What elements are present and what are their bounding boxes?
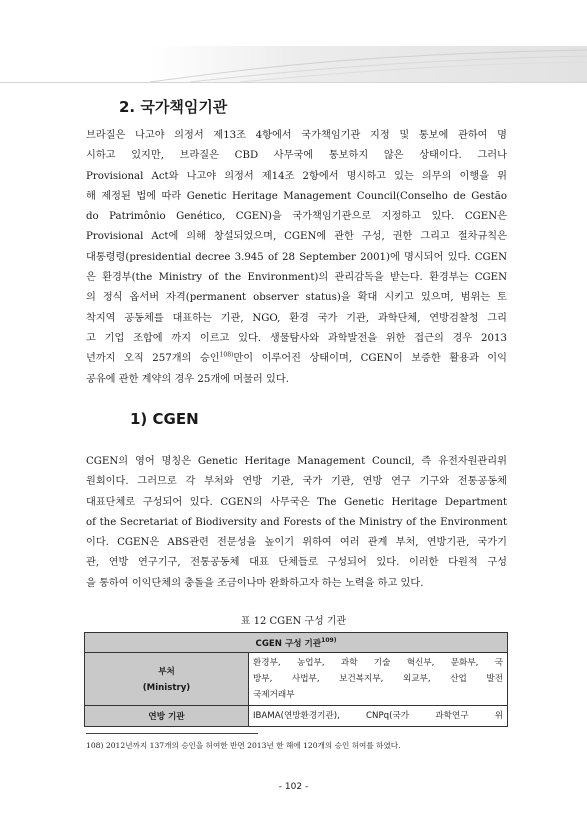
table-header-row — [85, 633, 508, 653]
cell-line: 국제거래부 — [253, 690, 295, 700]
text-run: 년까지 오직 257개의 승인 — [86, 353, 220, 365]
paragraph-line: do Patrimônio Genético, CGEN)을 국가책임기관으로 지정하고 있다. CGEN은 — [86, 211, 507, 223]
paragraph-line: CGEN의 영어 명칭은 Genetic Heritage Management Council, 즉 유전자원관리위 — [86, 456, 507, 467]
paragraph-line: 해 제정된 법에 따라 Genetic Heritage Management Council(Conselho de Gestão — [86, 190, 507, 202]
paragraph-national-authority — [86, 126, 507, 390]
row-label-sub: (Ministry) — [142, 683, 191, 693]
paragraph-line: 브라질은 나고야 의정서 제13조 4항에서 국가책임기관 지정 및 통보에 관하여 명 — [86, 130, 507, 141]
footnote-108: 108) 2012년까지 137개의 승인을 허여한 반면 2013년 한 해에 120개의 승인 허여를 하였다. — [86, 741, 401, 750]
row-label-federal-agency: 연방 기관 — [85, 706, 249, 727]
paragraph-cgen — [86, 452, 507, 594]
paragraph-line — [86, 349, 507, 369]
paragraph-line: 이다. CGEN은 ABS관련 전문성을 높이기 위하여 여러 관계 부처, 연방기관, 국가기 — [86, 537, 507, 549]
cgen-composition-table — [84, 632, 508, 727]
paragraph-line: of the Secretariat of Biodiversity and Forests of the Ministry of the Environment — [86, 516, 507, 528]
paragraph-line: Provisional Act와 나고야 의정서 제14조 2항에서 명시하고 있는 의무의 이행을 위 — [86, 170, 507, 182]
page-number: - 102 - — [278, 782, 309, 792]
text-run: 만이 이루어진 상태이며, CGEN이 보증한 활용과 이익 — [233, 353, 507, 365]
paragraph-line: Provisional Act에 의해 창설되었으며, CGEN에 관한 구성, 권한 그리고 절차규칙은 — [86, 231, 507, 243]
paragraph-line: 대통령령(presidential decree 3.945 of 28 September 2001)에 명시되어 있다. CGEN — [86, 251, 507, 263]
table-row — [85, 653, 508, 706]
header-rule — [0, 82, 587, 83]
cell-line: 방부, 사법부, 보건복지부, 외교부, 산업 발전 — [253, 674, 503, 684]
table-caption: 표 12 CGEN 구성 기관 — [240, 616, 347, 627]
paragraph-line: 을 통하여 이익단체의 충돌을 조금이나마 완화하고자 하는 노력을 하고 있다. — [86, 577, 424, 589]
table-header — [85, 633, 508, 653]
paragraph-line: 의 정식 옵서버 자격(permanent observer status)을 확대 시키고 있으며, 범위는 토 — [86, 292, 507, 304]
table-header-label: CGEN 구성 기관 — [255, 638, 322, 649]
row-label-ministry — [85, 653, 249, 706]
footnote-ref-109: 109) — [321, 636, 337, 644]
paragraph-line: 착지역 공동체를 대표하는 기관, NGO, 환경 국가 기관, 과학단체, 연방검찰청 그리 — [86, 312, 507, 324]
paragraph-line: 대표단체로 구성되어 있다. CGEN의 사무국은 The Genetic Heritage Department — [86, 496, 507, 508]
section-title: 2. 국가책임기관 — [119, 98, 228, 116]
header-pattern — [150, 46, 587, 82]
subsection-title: 1) CGEN — [130, 410, 199, 428]
paragraph-line: 은 환경부(the Ministry of the Environment)의 관리감독을 받는다. 환경부는 CGEN — [86, 272, 507, 284]
cell-line: IBAMA(연방환경기관), CNPq(국가 과학연구 위 — [253, 711, 503, 721]
paragraph-line: 공유에 관한 계약의 경우 25개에 머물러 있다. — [86, 373, 289, 385]
cell-line: 환경부, 농업부, 과학 기술 혁신부, 문화부, 국 — [253, 658, 503, 668]
paragraph-line: 시하고 있지만, 브라질은 CBD 사무국에 통보하지 않은 상태이다. 그러나 — [86, 150, 507, 162]
footnote-divider — [86, 733, 258, 734]
paragraph-line: 고 기업 조합에 까지 이르고 있다. 생물탐사와 과학발전을 위한 접근의 경우 2013 — [86, 332, 507, 344]
row-value-ministry — [249, 653, 508, 706]
paragraph-line: 원회이다. 그러므로 각 부처와 연방 기관, 국가 기관, 연방 연구 기구와 전통공동체 — [86, 476, 507, 488]
paragraph-line: 관, 연방 연구기구, 전통공동체 대표 단체들로 구성되어 있다. 이러한 다원적 구성 — [86, 557, 507, 569]
footnote-ref-108: 108) — [219, 351, 234, 359]
table-row — [85, 706, 508, 727]
row-value-federal-agency — [249, 706, 508, 727]
row-label: 부처 — [158, 667, 175, 677]
header-decoration — [150, 46, 587, 82]
